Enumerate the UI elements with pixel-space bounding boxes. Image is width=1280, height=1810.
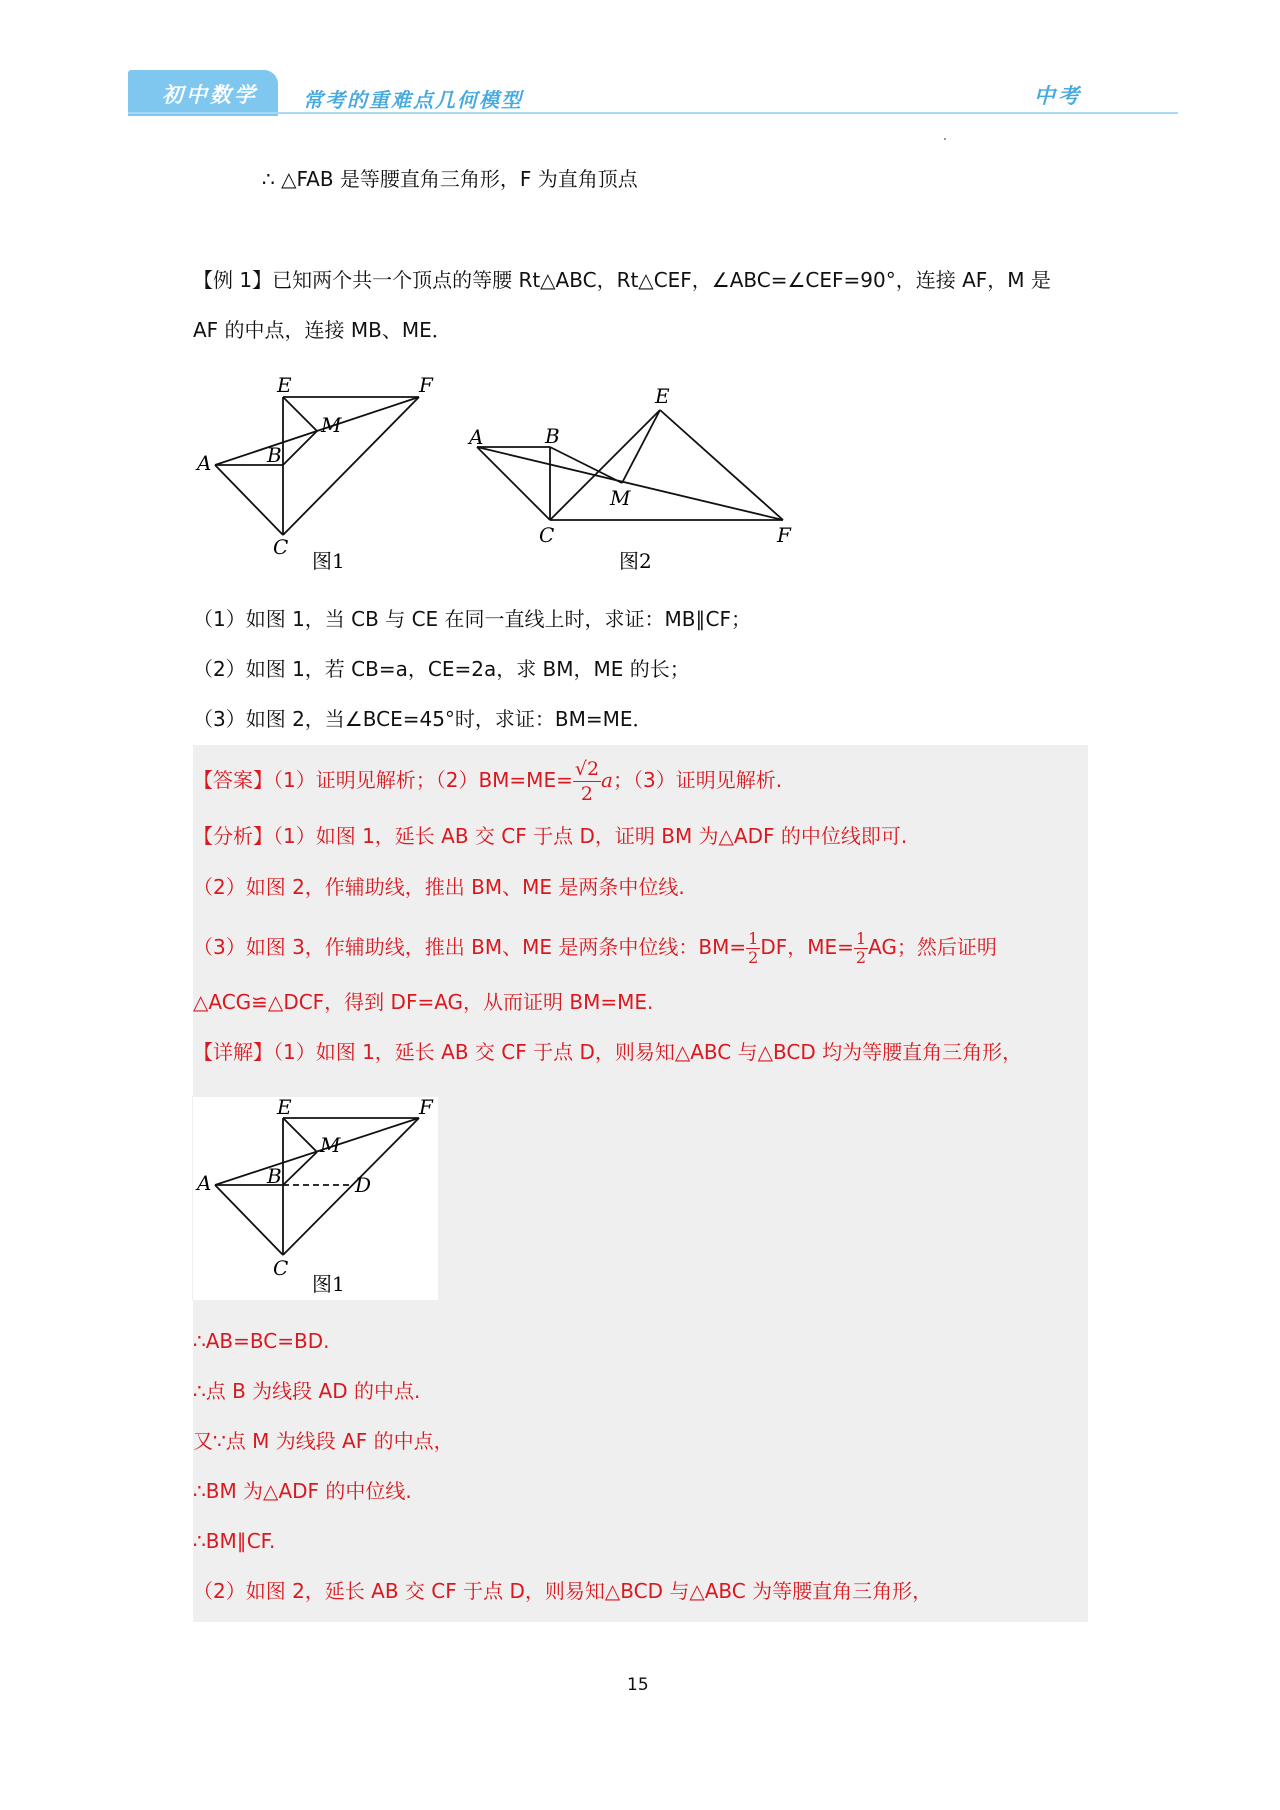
fig1-label-m: M: [321, 413, 342, 437]
fig1-label-f: F: [419, 373, 433, 397]
detail-text-1: （1）如图 1，延长 AB 交 CF 于点 D，则易知△ABC 与△BCD 均为等腰直角三角形，: [273, 1040, 1023, 1064]
fig1-label-a: A: [197, 451, 212, 475]
analysis-line-2: （2）如图 2，作辅助线，推出 BM、ME 是两条中位线.: [193, 875, 685, 899]
fig2-label-b: B: [545, 424, 560, 448]
fig2-label-f: F: [777, 523, 791, 547]
intro-line: ∴ △FAB 是等腰直角三角形，F 为直角顶点: [262, 167, 638, 191]
example-line-1: 【例 1】已知两个共一个顶点的等腰 Rt△ABC，Rt△CEF，∠ABC=∠CEF=90°，连接 AF，M 是: [193, 268, 1051, 292]
detail-step-1: ∴AB=BC=BD.: [193, 1329, 330, 1353]
detail-tag: 【详解】: [193, 1040, 273, 1064]
header-tab-label: 初中数学: [162, 83, 258, 107]
detail-step-6: （2）如图 2，延长 AB 交 CF 于点 D，则易知△BCD 与△ABC 为等腰直角三角形，: [193, 1579, 933, 1603]
fig1b-caption: 图1: [312, 1272, 345, 1296]
analysis-line3-c: AG；然后证明: [868, 935, 997, 959]
answer-part2: ；（3）证明见解析.: [612, 768, 783, 792]
figure-1: [193, 370, 453, 575]
figure-1-detail: [193, 1095, 438, 1300]
page-number: 15: [627, 1675, 649, 1695]
figure-2: [465, 380, 805, 580]
question-3: （3）如图 2，当∠BCE=45°时，求证：BM=ME．: [193, 707, 653, 731]
fig1-label-c: C: [273, 535, 289, 559]
answer-var: a: [601, 768, 613, 792]
question-1: （1）如图 1，当 CB 与 CE 在同一直线上时，求证：MB∥CF；: [193, 607, 751, 631]
answer-tag: 【答案】: [193, 768, 273, 792]
answer-part1: （1）证明见解析；（2）BM=ME=: [273, 768, 573, 792]
answer-frac-den: 2: [580, 783, 593, 805]
analysis-tag: 【分析】: [193, 824, 273, 848]
analysis-line-1: [193, 823, 907, 849]
analysis-line3-b: DF，ME=: [760, 935, 854, 959]
analysis-line3-a: （3）如图 3，作辅助线，推出 BM、ME 是两条中位线：BM=: [193, 935, 747, 959]
fig1b-label-b: B: [267, 1164, 282, 1188]
fig2-caption: 图2: [619, 549, 652, 573]
answer-line: [193, 752, 782, 808]
frac1-num: 1: [748, 929, 759, 948]
header-subtitle: 常考的重难点几何模型: [303, 88, 523, 112]
example-line-2: AF 的中点，连接 MB、ME．: [193, 318, 452, 342]
fig1b-label-m: M: [320, 1133, 341, 1157]
fig2-label-a: A: [469, 425, 484, 449]
answer-frac-num: √2: [574, 758, 600, 780]
frac2-num: 1: [855, 929, 867, 948]
frac1-den: 2: [748, 948, 759, 967]
solution-box-right: [438, 1097, 1088, 1300]
fig1-caption: 图1: [312, 549, 345, 573]
frac2-den: 2: [855, 948, 867, 967]
analysis-frac-2: [854, 930, 868, 967]
analysis-frac-1: [746, 930, 760, 967]
fig1b-label-c: C: [273, 1256, 289, 1280]
header-tab: [128, 70, 278, 116]
analysis-text-1: （1）如图 1，延长 AB 交 CF 于点 D，证明 BM 为△ADF 的中位线即可.: [273, 824, 908, 848]
detail-line-1: [193, 1039, 1022, 1065]
header-right-label: 中考: [1034, 84, 1082, 108]
question-2: （2）如图 1，若 CB=a，CE=2a，求 BM，ME 的长；: [193, 657, 690, 681]
fig1b-label-e: E: [277, 1095, 292, 1119]
fig1b-label-f: F: [419, 1095, 433, 1119]
detail-step-5: ∴BM∥CF.: [193, 1529, 276, 1553]
detail-step-3: 又∵点 M 为线段 AF 的中点，: [193, 1429, 454, 1453]
answer-fraction: [573, 757, 601, 806]
fig1b-label-d: D: [355, 1173, 372, 1197]
fig2-label-m: M: [610, 486, 631, 510]
fig1b-label-a: A: [197, 1171, 212, 1195]
fig1-label-b: B: [267, 443, 282, 467]
analysis-line-4: △ACG≌△DCF，得到 DF=AG，从而证明 BM=ME.: [193, 990, 654, 1014]
fig1-label-e: E: [277, 373, 292, 397]
fig2-label-e: E: [655, 384, 670, 408]
fig2-label-c: C: [539, 523, 555, 547]
detail-step-2: ∴点 B 为线段 AD 的中点.: [193, 1379, 421, 1403]
speck: [944, 138, 946, 140]
header-divider: [128, 112, 1178, 114]
detail-step-4: ∴BM 为△ADF 的中位线.: [193, 1479, 412, 1503]
analysis-line-3: [193, 925, 997, 969]
